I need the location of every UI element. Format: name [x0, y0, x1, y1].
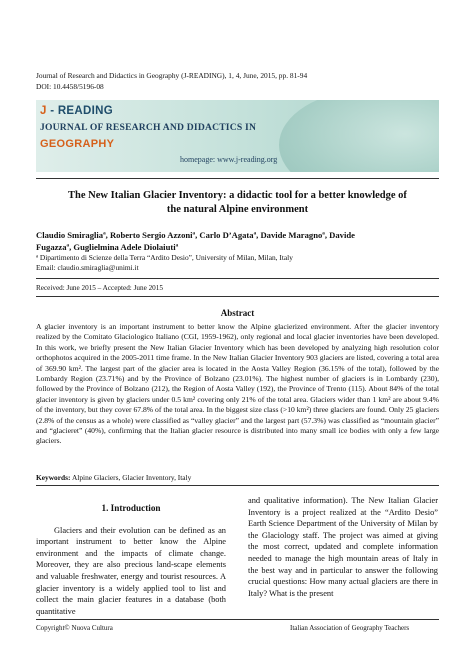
glacier-banner-image	[279, 100, 439, 172]
keywords: Keywords: Alpine Glaciers, Glacier Inventory, Italy	[36, 473, 192, 482]
journal-citation: Journal of Research and Didactics in Geography (J-READING), 1, 4, June, 2015, pp. 81-94	[36, 71, 308, 80]
journal-banner	[36, 100, 439, 172]
left-column	[36, 503, 226, 617]
divider-footer	[36, 619, 439, 620]
right-column	[248, 495, 438, 599]
doi: DOI: 10.4458/5196-08	[36, 82, 104, 91]
divider-dates-bottom	[36, 296, 439, 297]
article-title: The New Italian Glacier Inventory: a didactic tool for a better knowledge of the natural Alpine environment	[68, 190, 407, 215]
introduction-paragraph-right: and qualitative information). The New Italian Glacier Inventory is a project realized at the “Ardito Desio” Earth Science Department of the University of Milan by the Glaciology staff. The project was aimed at giving the most correct, updated and complete information needed to manage the high mountain areas of Italy in the best way and in particular to answer the following crucial questions: How many actual glaciers are there in Italy? What is the present	[248, 496, 438, 598]
journal-name: JOURNAL OF RESEARCH AND DIDACTICS IN	[40, 122, 257, 133]
contact-email: Email: claudio.smiraglia@unimi.it	[36, 263, 139, 272]
abstract-heading: Abstract	[220, 308, 255, 318]
journal-logo-text: J - READING	[40, 105, 113, 117]
abstract-text: A glacier inventory is an important instrument to better know the Alpine glacierized environment. After the glacier inventory realized by the Comitato Glaciologico Italiano (CGI, 1959-1962), only regional and local glacier inventories have been developed. In this work, we briefly present the New Italian Glacier Inventory which has been developed by analyzing high resolution color orthophotos acquired in the 2005-2011 time frame. In the New Italian Glacier Inventory 903 glaciers are listed, covering a total area of 369.90 km². The largest part of the glacier area is located in the Aosta Valley Region (36.15% of the total), followed by the Lombardy Region (23.71%) and by the Province of Bolzano (23.01%). The highest number of glaciers is in Lombardy (230), followed by the Province of Bolzano (212), the Region of Aosta Valley (192), the Province of Trento (115). About 84% of the total glacier inventory is given by glaciers under 0.5 km² covering only 21% of the total area. Glaciers wider than 1 km² are about 9.4% of the inventory, but they cover 67.8% of the total area. In the biggest size class (>10 km²) three glaciers are found. Only 25 glaciers (2.8% of the census as a whole) were classified as “valley glacier” and the largest part (57.3%) was classified as “mountain glacier” and “glacieret” (40%), confirming that the Italian glacier resource is distributed into many small ice bodies with only a few large glaciers.	[36, 322, 439, 446]
divider-body	[36, 485, 439, 486]
journal-geography: GEOGRAPHY	[40, 138, 115, 150]
footer-copyright: Copyright© Nuova Cultura	[36, 624, 113, 632]
affiliation: ª Dipartimento di Scienze della Terra “Ardito Desio”, University of Milan, Milan, Italy	[36, 253, 293, 262]
divider-top	[36, 178, 439, 179]
introduction-paragraph-left: Glaciers and their evolution can be defined as an important instrument to better know the Alpine environment and the impacts of climate change. Moreover, they are also precious land-scape elements and valuable freshwater, energy and tourist resources. A glacier inventory is a widely applied tool to list and collect the main glacier features in a database (both quantitative	[36, 525, 226, 616]
author-list: Claudio Smiragliaª, Roberto Sergio Azzoniª, Carlo D’Agataª, Davide Maragnoª, Davide Fugazzaª, Guglielmina Adele Diolaiutiª	[36, 230, 355, 252]
journal-citation-block	[36, 70, 436, 92]
introduction-heading: 1. Introduction	[101, 503, 161, 513]
footer-association: Italian Association of Geography Teachers	[290, 624, 410, 632]
received-accepted-dates: Received: June 2015 – Accepted: June 2015	[36, 284, 163, 292]
journal-homepage: homepage: www.j-reading.org	[180, 155, 278, 164]
divider-dates-top	[36, 278, 439, 279]
